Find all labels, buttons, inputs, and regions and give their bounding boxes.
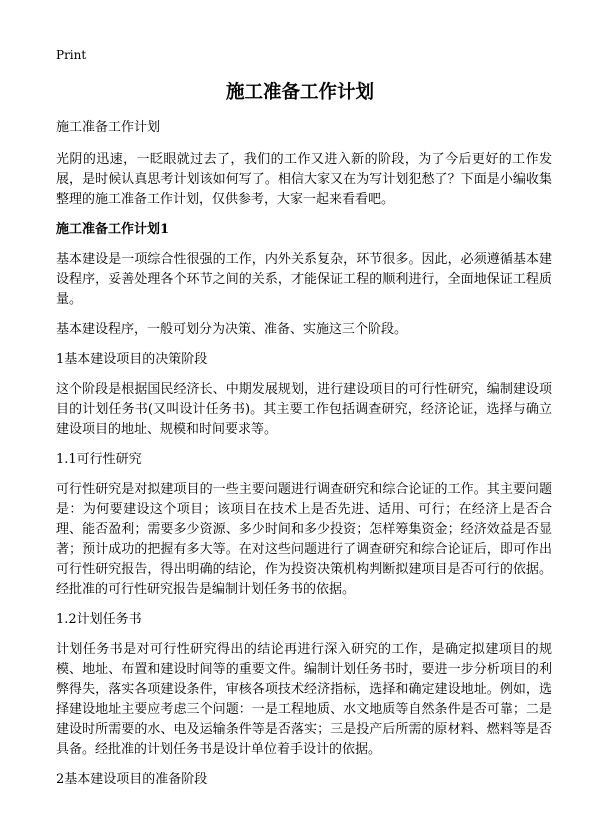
section-2-heading: 2基本建设项目的准备阶段 <box>56 772 208 787</box>
document-title: 施工准备工作计划 <box>225 82 374 103</box>
paragraph-3: 这个阶段是根据国民经济长、中期发展规划，进行建设项目的可行性研究，编制建设项目的计划任务书(又叫设计任务书)。其主要工作包括调查研究，经济论证，选择与确立建设项目的地址、规模和时间要求等。 <box>56 382 552 437</box>
section-1-heading: 1基本建设项目的决策阶段 <box>56 352 208 367</box>
paragraph-4: 可行性研究是对拟建项目的一些主要问题进行调查研究和综合论证的工作。其主要问题是：为何要建设这个项目；该项目在技术上是否先进、适用、可行；在经济上是否合理、能否盈利；需要多少资源、多少时间和多少投资；怎样筹集资金；经济效益是否显著；预计成功的把握有多大等。在对这些问题进行了调查研究和综合论证后，即可作出可行性研究报告，得出明确的结论，作为投资决策机构判断拟建项目是否可行的依据。经批准的可行性研究报告是编制计划任务书的依据。 <box>56 482 552 597</box>
paragraph-2: 基本建设程序，一般可划分为决策、准备、实施这三个阶段。 <box>56 322 408 337</box>
section-1-1-heading: 1.1可行性研究 <box>56 452 142 467</box>
document-subtitle: 施工准备工作计划 <box>56 120 161 135</box>
section-1-2-heading: 1.2计划任务书 <box>56 612 142 627</box>
paragraph-5: 计划任务书是对可行性研究得出的结论再进行深入研究的工作，是确定拟建项目的规模、地址、布置和建设时间等的重要文件。编制计划任务书时，要进一步分析项目的利弊得失，落实各项建设条件，审核各项技术经济指标，选择和确定建设地址。例如，选择建设地址主要应考虑三个问题：一是工程地质、水文地质等自然条件是否可靠；二是建设时所需要的水、电及运输条件等是否落实；三是投产后所需的原材料、燃料等是否具备。经批准的计划任务书是设计单位着手设计的依据。 <box>56 642 552 757</box>
plan1-heading: 施工准备工作计划1 <box>56 222 170 237</box>
print-label: Print <box>56 48 87 62</box>
document-body <box>56 118 552 800</box>
paragraph-1: 基本建设是一项综合性很强的工作，内外关系复杂，环节很多。因此，必须遵循基本建设程序，妥善处理各个环节之间的关系，才能保证工程的顺利进行，全面地保证工程质量。 <box>56 252 552 307</box>
intro-paragraph: 光阴的迅速，一眨眼就过去了，我们的工作又进入新的阶段，为了今后更好的工作发展，是时候认真思考计划该如何写了。相信大家又在为写计划犯愁了？下面是小编收集整理的施工准备工作计划，仅供参考，大家一起来看看吧。 <box>56 152 552 207</box>
